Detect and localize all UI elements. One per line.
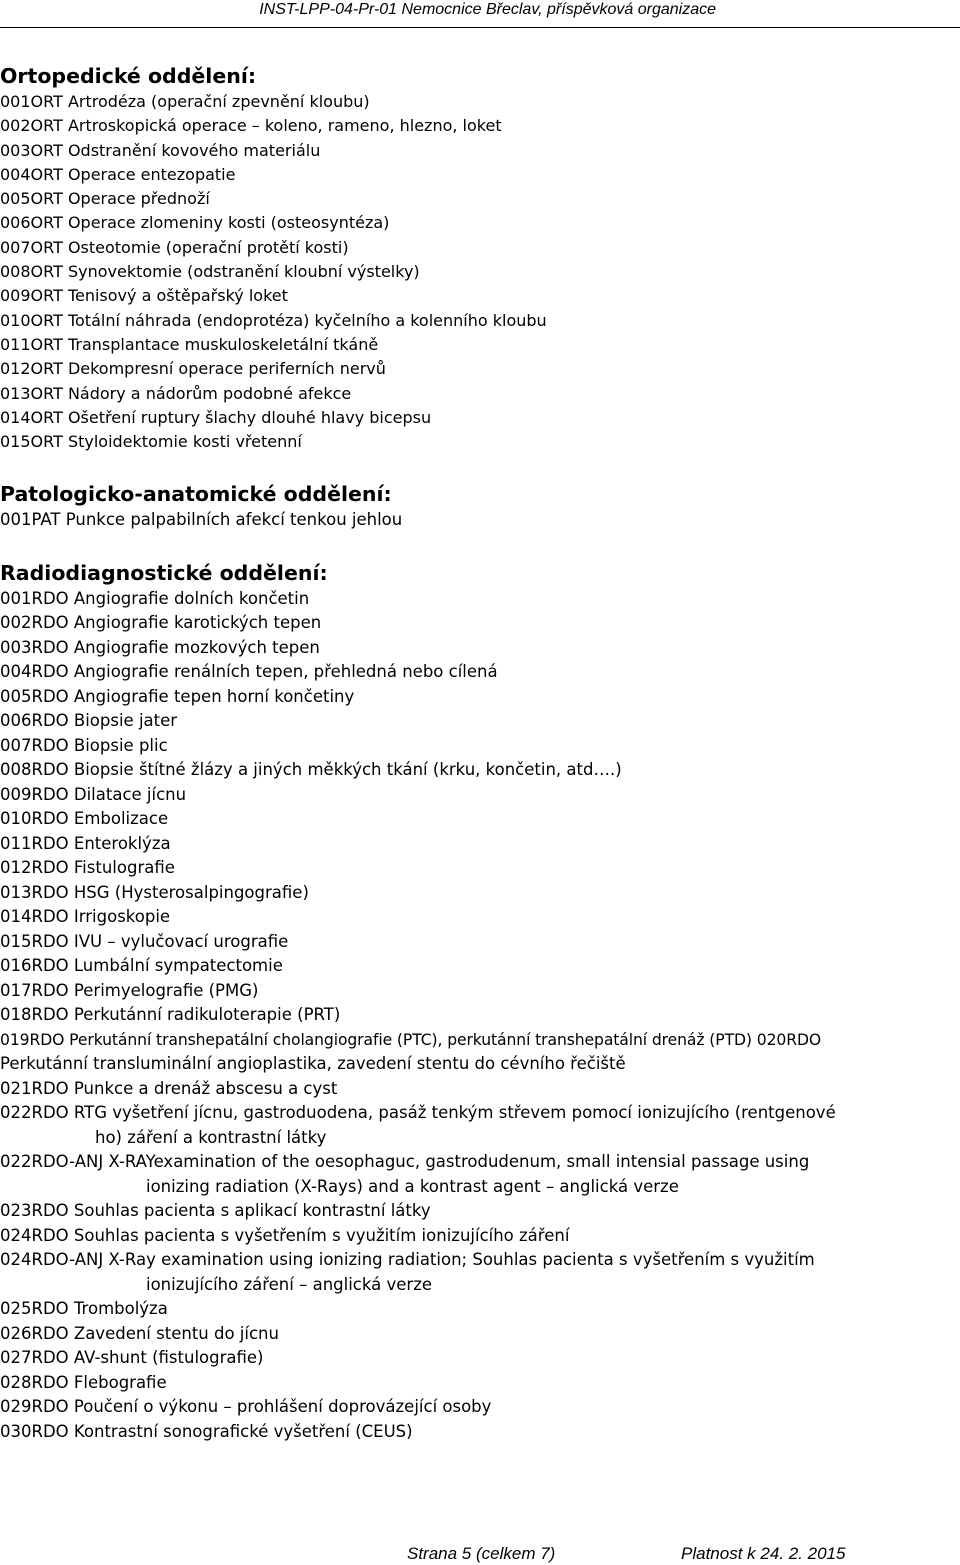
section-pathology — [0, 480, 960, 533]
list-item: 024RDO Souhlas pacienta s vyšetřením s využitím ionizujícího záření — [0, 1225, 570, 1245]
list-item: 001PAT Punkce palpabilních afekcí tenkou jehlou — [0, 510, 403, 530]
list-item: 002RDO Angiografie karotických tepen — [0, 613, 322, 633]
list-item: 013RDO HSG (Hysterosalpingografie) — [0, 882, 309, 902]
list-item: 021RDO Punkce a drenáž abscesu a cyst — [0, 1078, 338, 1098]
list-item: 007ORT Osteotomie (operační protětí kosti) — [0, 237, 349, 257]
list-item: 014ORT Ošetření ruptury šlachy dlouhé hlavy bicepsu — [0, 407, 432, 427]
list-item: 022RDO-ANJ X-RAYexamination of the oesophaguc, gastrodudenum, small intensial passage using — [0, 1152, 810, 1172]
list-item: 007RDO Biopsie plic — [0, 735, 168, 755]
list-item: 009ORT Tenisový a oštěpařský loket — [0, 286, 288, 306]
list-item: 024RDO-ANJ X-Ray examination using ionizing radiation; Souhlas pacienta s vyšetřením s využitím — [0, 1250, 815, 1270]
validity-date: Platnost k 24. 2. 2015 — [681, 1544, 846, 1563]
list-item: 005RDO Angiografie tepen horní končetiny — [0, 686, 355, 706]
section-orthopedics — [0, 62, 960, 454]
list-item: 014RDO Irrigoskopie — [0, 907, 171, 927]
list-item: 013ORT Nádory a nádorům podobné afekce — [0, 383, 352, 403]
list-item: 017RDO Perimyelografie (PMG) — [0, 980, 259, 1000]
section-title-pathology: Patologicko-anatomické oddělení: — [0, 482, 392, 507]
list-item: 027RDO AV-shunt (fistulografie) — [0, 1348, 264, 1368]
list-item: 026RDO Zavedení stentu do jícnu — [0, 1323, 279, 1343]
list-item: 008ORT Synovektomie (odstranění kloubní výstelky) — [0, 262, 420, 282]
page-number: Strana 5 (celkem 7) — [407, 1544, 556, 1563]
list-item: 003ORT Odstranění kovového materiálu — [0, 140, 321, 160]
list-item: 002ORT Artroskopická operace – koleno, rameno, hlezno, loket — [0, 116, 502, 136]
list-item: Perkutánní transluminální angioplastika, zavedení stentu do cévního řečiště — [0, 1054, 626, 1074]
list-item: 016RDO Lumbální sympatectomie — [0, 956, 283, 976]
list-item: 023RDO Souhlas pacienta s aplikací kontrastní látky — [0, 1201, 431, 1221]
list-item: 030RDO Kontrastní sonografické vyšetření (CEUS) — [0, 1421, 413, 1441]
list-item: 010ORT Totální náhrada (endoprotéza) kyčelního a kolenního kloubu — [0, 310, 547, 330]
list-item: 005ORT Operace přednoží — [0, 189, 210, 209]
list-item: 012RDO Fistulografie — [0, 858, 175, 878]
section-title-orthopedics: Ortopedické oddělení: — [0, 64, 257, 88]
list-item: 001RDO Angiografie dolních končetin — [0, 588, 310, 608]
list-item: 025RDO Trombolýza — [0, 1299, 168, 1319]
list-item-continuation: ho) záření a kontrastní látky — [95, 1127, 327, 1147]
list-item: 004ORT Operace entezopatie — [0, 164, 236, 184]
list-item: 029RDO Poučení o výkonu – prohlášení doprovázející osoby — [0, 1397, 492, 1417]
list-item: 011RDO Enteroklýza — [0, 833, 171, 853]
header-rule — [0, 27, 960, 28]
document-header: INST-LPP-04-Pr-01 Nemocnice Břeclav, příspěvková organizace — [259, 1, 716, 18]
list-item: 019RDO Perkutánní transhepatální cholangiografie (PTC), perkutánní transhepatální drenáž (PTD) 020RDO — [0, 1030, 822, 1049]
list-item: 015ORT Styloidektomie kosti vřetenní — [0, 432, 302, 452]
list-item-continuation: ionizing radiation (X-Rays) and a kontrast agent – anglická verze — [146, 1176, 679, 1196]
list-item: 004RDO Angiografie renálních tepen, přehledná nebo cílená — [0, 662, 498, 682]
list-item: 009RDO Dilatace jícnu — [0, 784, 187, 804]
list-item: 018RDO Perkutánní radikuloterapie (PRT) — [0, 1005, 341, 1025]
list-item: 012ORT Dekompresní operace periferních nervů — [0, 359, 386, 379]
document-body — [0, 62, 960, 1444]
section-title-radiodiagnostics: Radiodiagnostické oddělení: — [0, 560, 328, 585]
list-item: 015RDO IVU – vylučovací urografie — [0, 931, 289, 951]
list-item: 006RDO Biopsie jater — [0, 711, 178, 731]
list-item: 003RDO Angiografie mozkových tepen — [0, 637, 320, 657]
list-item: 028RDO Flebografie — [0, 1372, 167, 1392]
list-item: 011ORT Transplantace muskuloskeletální tkáně — [0, 334, 379, 354]
list-item: 010RDO Embolizace — [0, 809, 169, 829]
list-item-continuation: ionizujícího záření – anglická verze — [146, 1274, 433, 1294]
list-item: 008RDO Biopsie štítné žlázy a jiných měkkých tkání (krku, končetin, atd….) — [0, 760, 622, 780]
list-item: 006ORT Operace zlomeniny kosti (osteosyntéza) — [0, 213, 390, 233]
list-item: 022RDO RTG vyšetření jícnu, gastroduodena, pasáž tenkým střevem pomocí ionizujícího (rentgenové — [0, 1103, 836, 1123]
section-radiodiagnostics — [0, 559, 960, 1445]
list-item: 001ORT Artrodéza (operační zpevnění kloubu) — [0, 92, 370, 111]
